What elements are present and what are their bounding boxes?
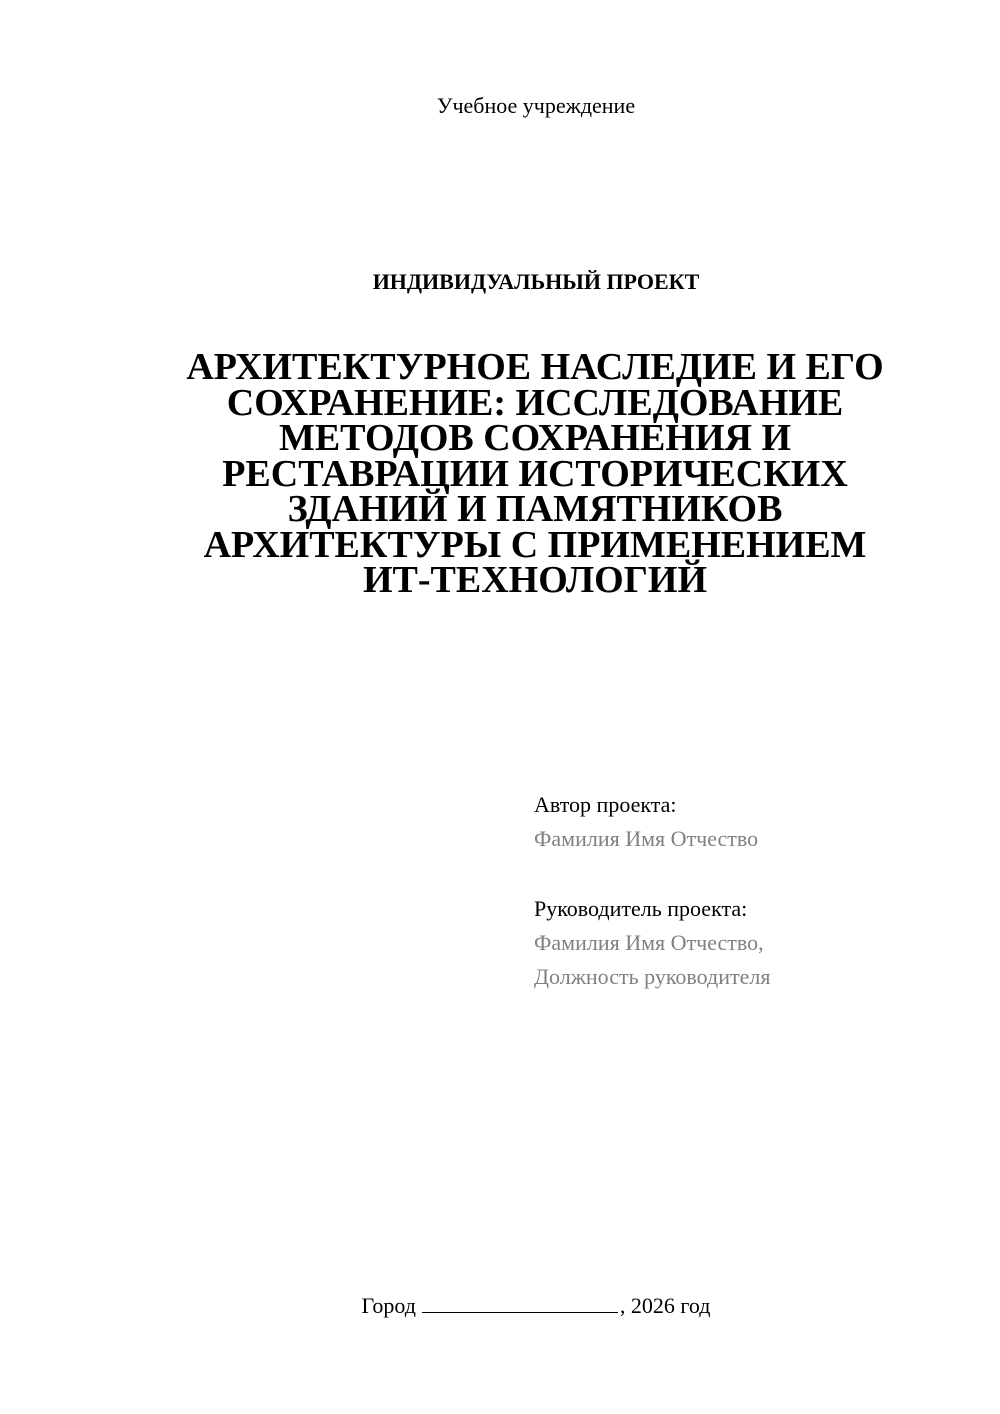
title-line: АРХИТЕКТУРЫ С ПРИМЕНЕНИЕМ: [203, 523, 867, 566]
document-type: ИНДИВИДУАЛЬНЫЙ ПРОЕКТ: [372, 269, 700, 294]
title-line: РЕСТАВРАЦИИ ИСТОРИЧЕСКИХ: [222, 452, 848, 495]
title-line: ИТ-ТЕХНОЛОГИЙ: [362, 559, 708, 601]
author-label: Автор проекта:: [534, 792, 677, 817]
project-title: [170, 346, 900, 601]
supervisor-name: Фамилия Имя Отчество,: [534, 930, 764, 955]
supervisor-position: Должность руководителя: [534, 964, 771, 989]
title-line: АРХИТЕКТУРНОЕ НАСЛЕДИЕ И ЕГО: [186, 346, 884, 388]
supervisor-label: Руководитель проекта:: [534, 896, 748, 921]
author-name: Фамилия Имя Отчество: [534, 826, 759, 851]
city-blank-underline: [422, 1292, 618, 1313]
city-year-line: [0, 1292, 1000, 1320]
city-label: Город: [361, 1293, 416, 1318]
institution-name: Учебное учреждение: [436, 93, 636, 118]
credits-spacer: [534, 856, 974, 892]
year-label: , 2026 год: [619, 1293, 711, 1318]
title-line: МЕТОДОВ СОХРАНЕНИЯ И: [278, 417, 792, 459]
title-line: ЗДАНИЙ И ПАМЯТНИКОВ: [287, 488, 783, 530]
credits-block: [534, 788, 974, 994]
title-line: СОХРАНЕНИЕ: ИССЛЕДОВАНИЕ: [226, 381, 844, 424]
